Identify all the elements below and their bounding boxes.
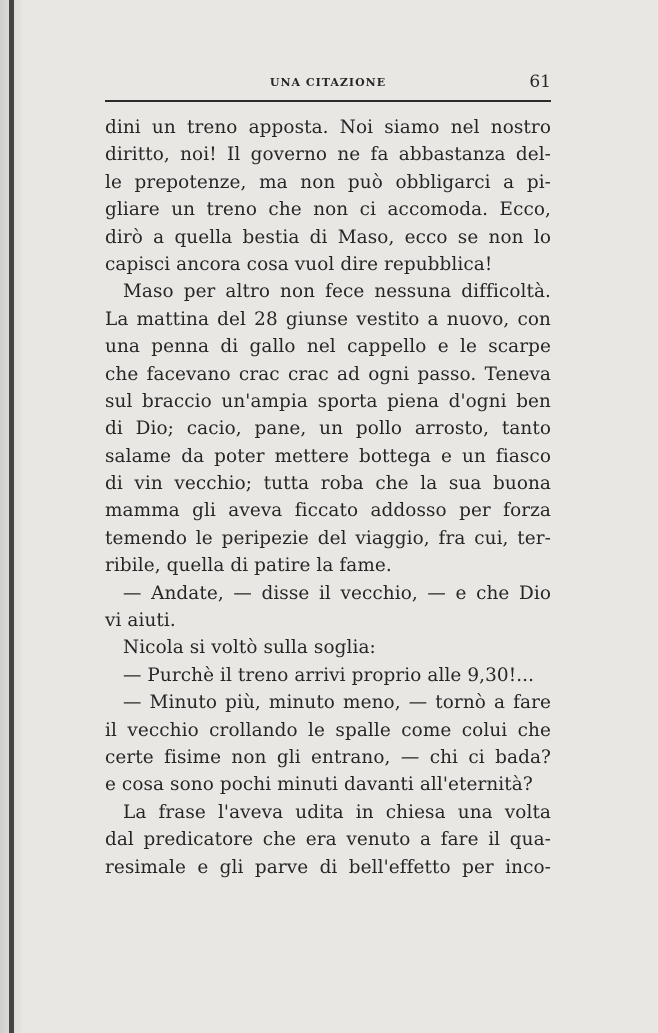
text-line: le prepotenze, ma non può obbligarci a pi- xyxy=(105,171,551,193)
text-line: dirò a quella bestia di Maso, ecco se non lo xyxy=(105,226,551,248)
text-line: vi aiuti. xyxy=(105,610,176,632)
text-line: Maso per altro non fece nessuna difficoltà. xyxy=(123,281,551,303)
text-line: mamma gli aveva ficcato addosso per forza xyxy=(105,500,551,522)
text-line: temendo le peripezie del viaggio, fra cui, ter- xyxy=(105,527,551,549)
text-line: capisci ancora cosa vuol dire repubblica! xyxy=(105,253,493,275)
header-rule xyxy=(105,100,551,102)
page-header xyxy=(105,68,551,96)
text-line: — Minuto più, minuto meno, — tornò a fare xyxy=(123,692,551,714)
text-line: di vin vecchio; tutta roba che la sua buona xyxy=(105,473,551,495)
body-text xyxy=(105,114,551,881)
text-line: gliare un treno che non ci accomoda. Ecco, xyxy=(105,199,551,221)
text-line: — Purchè il treno arrivi proprio alle 9,30!... xyxy=(123,664,535,686)
text-line: e cosa sono pochi minuti davanti all'eternità? xyxy=(105,774,533,796)
text-line: dal predicatore che era venuto a fare il qua- xyxy=(105,829,551,851)
page-number: 61 xyxy=(529,72,551,92)
text-line: — Andate, — disse il vecchio, — e che Dio xyxy=(123,582,551,604)
text-line: il vecchio crollando le spalle come colui che xyxy=(105,719,551,741)
text-line: certe fisime non gli entrano, — chi ci bada? xyxy=(105,746,551,768)
text-line: una penna di gallo nel cappello e le scarpe xyxy=(105,336,551,358)
text-line: Nicola si voltò sulla soglia: xyxy=(123,637,376,659)
text-line: di Dio; cacio, pane, un pollo arrosto, tanto xyxy=(105,418,551,440)
text-line: ribile, quella di patire la fame. xyxy=(105,555,392,577)
running-title: UNA CITAZIONE xyxy=(269,76,387,89)
text-line: sul braccio un'ampia sporta piena d'ogni ben xyxy=(105,390,551,412)
text-line: resimale e gli parve di bell'effetto per inco- xyxy=(105,856,551,878)
text-line: La frase l'aveva udita in chiesa una volta xyxy=(123,801,551,823)
text-line: diritto, noi! Il governo ne fa abbastanza del- xyxy=(105,144,551,166)
text-line: che facevano crac crac ad ogni passo. Teneva xyxy=(105,363,551,385)
text-line: dini un treno apposta. Noi siamo nel nostro xyxy=(105,117,551,138)
text-line: salame da poter mettere bottega e un fiasco xyxy=(105,445,551,467)
page-binding-edge xyxy=(0,0,22,1033)
text-line: La mattina del 28 giunse vestito a nuovo, con xyxy=(105,308,551,330)
